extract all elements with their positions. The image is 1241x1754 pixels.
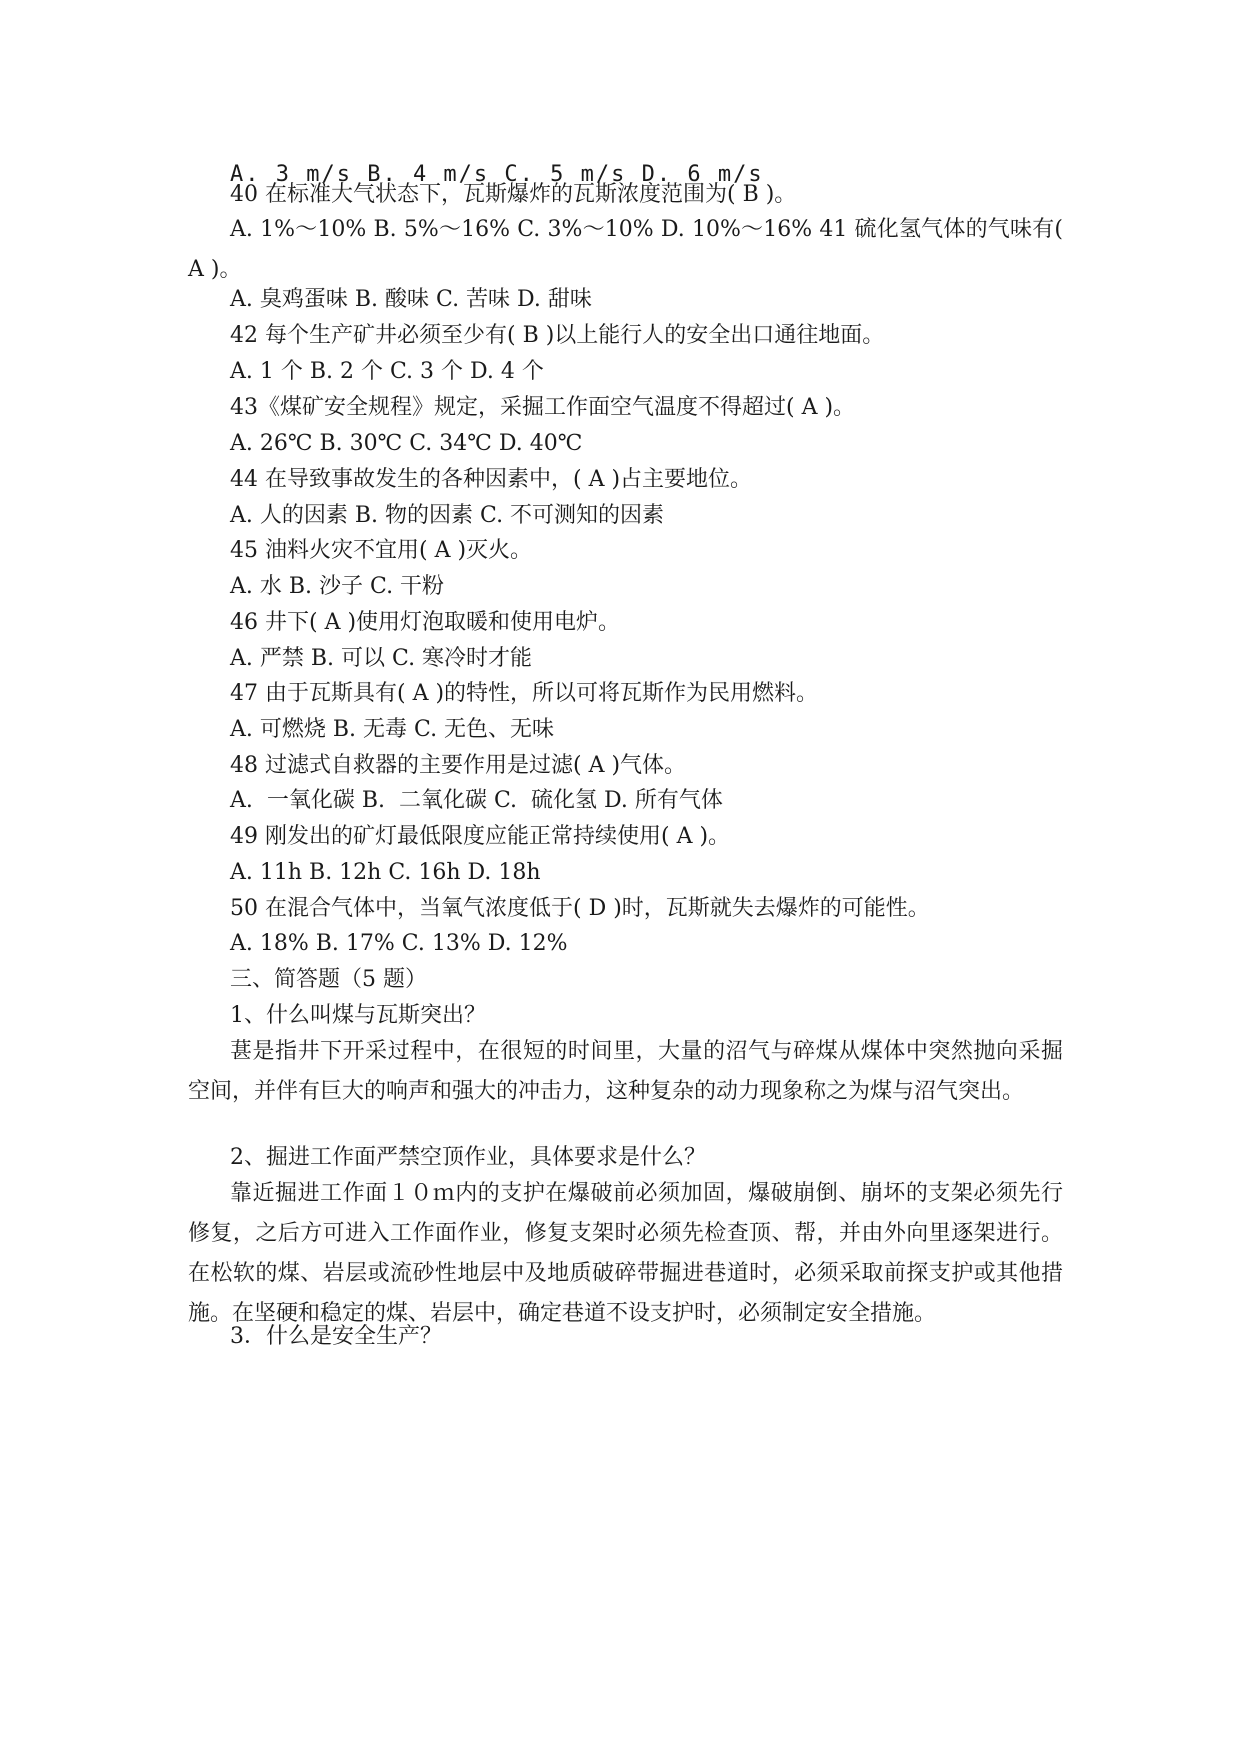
options-q41: A. 臭鸡蛋味 B. 酸味 C. 苦味 D. 甜味 [230, 287, 592, 312]
question-47: 47 由于瓦斯具有( A )的特性，所以可将瓦斯作为民用燃料。 [230, 681, 819, 706]
options-q48: A. 一氧化碳 B. 二氧化碳 C. 硫化氢 D. 所有气体 [230, 788, 723, 813]
question-43: 43《煤矿安全规程》规定，采掘工作面空气温度不得超过( A )。 [230, 395, 856, 420]
options-q49: A. 11h B. 12h C. 16h D. 18h [230, 860, 541, 885]
question-40: 40 在标准大气状态下，瓦斯爆炸的瓦斯浓度范围为( B )。 [230, 182, 797, 207]
options-q44: A. 人的因素 B. 物的因素 C. 不可测知的因素 [230, 503, 665, 528]
options-q42: A. 1 个 B. 2 个 C. 3 个 D. 4 个 [230, 359, 544, 384]
section-heading: 三、简答题（5 题） [230, 967, 427, 992]
question-46: 46 井下( A )使用灯泡取暖和使用电炉。 [230, 610, 621, 635]
answer-2: 靠近掘进工作面１０ｍ内的支护在爆破前必须加固，爆破崩倒、崩坏的支架必须先行修复，之后方可进入工作面作业，修复支架时必须先检查顶、帮，并由外向里逐架进行。在松软的煤、岩层或流砂性地层中及地质破碎带掘进巷道时，必须采取前探支护或其他措施。在坚硬和稳定的煤、岩层中，确定巷道不设支护时，必须制定安全措施。 [188, 1181, 1063, 1326]
short-question-3: 3．什么是安全生产？ [230, 1324, 442, 1349]
question-44: 44 在导致事故发生的各种因素中，( A )占主要地位。 [230, 467, 753, 492]
question-42: 42 每个生产矿井必须至少有( B )以上能行人的安全出口通往地面。 [230, 323, 885, 348]
options-q45: A. 水 B. 沙子 C. 干粉 [230, 574, 445, 599]
short-question-2: 2、掘进工作面严禁空顶作业，具体要求是什么？ [230, 1145, 706, 1170]
options-q47: A. 可燃烧 B. 无毒 C. 无色、无味 [230, 717, 555, 742]
options-q43: A. 26℃ B. 30℃ C. 34℃ D. 40℃ [230, 431, 583, 456]
options-q39: A. 3 m/s B. 4 m/s C. 5 m/s D. 6 m/s [230, 162, 764, 187]
question-50: 50 在混合气体中，当氧气浓度低于( D )时，瓦斯就失去爆炸的可能性。 [230, 896, 930, 921]
short-question-1: 1、什么叫煤与瓦斯突出？ [230, 1003, 486, 1028]
options-q40-question-41: A. 1%～10% B. 5%～16% C. 3%～10% D. 10%～16% 41 硫化氢气体的气味有( A )。 [188, 217, 1063, 282]
question-49: 49 刚发出的矿灯最低限度应能正常持续使用( A )。 [230, 824, 731, 849]
options-q46: A. 严禁 B. 可以 C. 寒冷时才能 [230, 646, 533, 671]
options-q50: A. 18% B. 17% C. 13% D. 12% [230, 931, 568, 956]
answer-1: 葚是指井下开采过程中，在很短的时间里，大量的沼气与碎煤从煤体中突然抛向采掘空间，并伴有巨大的响声和强大的冲击力，这种复杂的动力现象称之为煤与沼气突出。 [188, 1039, 1063, 1104]
question-45: 45 油料火灾不宜用( A )灭火。 [230, 538, 533, 563]
question-48: 48 过滤式自救器的主要作用是过滤( A )气体。 [230, 753, 687, 778]
